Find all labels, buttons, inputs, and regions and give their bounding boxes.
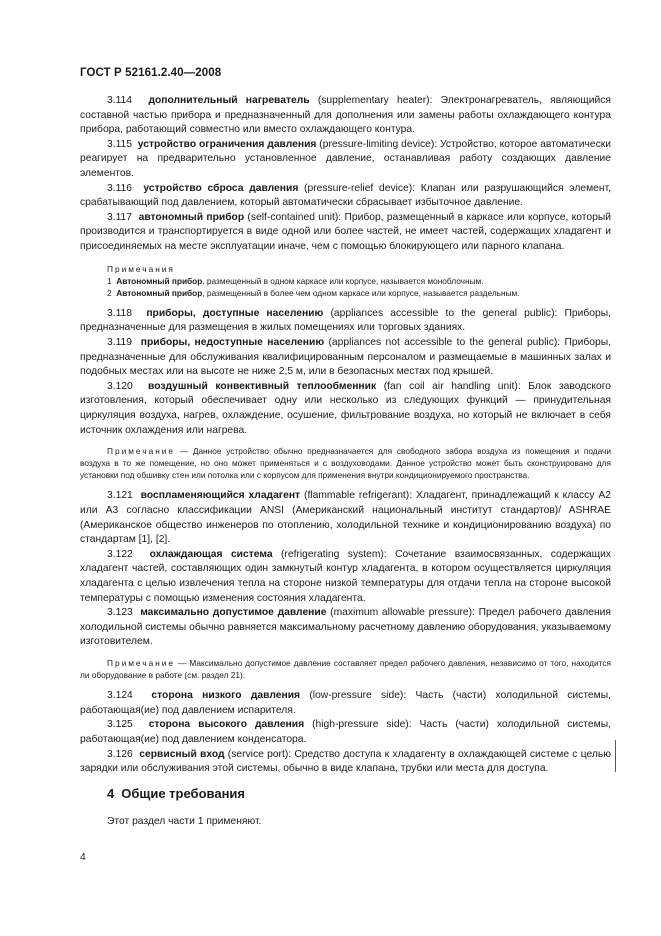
change-bar bbox=[615, 740, 616, 772]
clause-term: автономный прибор bbox=[138, 211, 245, 223]
clause-term: устройство ограничения давления bbox=[137, 138, 317, 150]
clause-3-115 bbox=[80, 138, 611, 182]
clause-text: (refrigerating system): Сочетание взаимосвязанных, содержащих хладагент частей, составляющих один замкнутый контур хладагента, в котором осуществляется циркуляция хладагента с целью извлечения тепла на стороне низкой температуры для отдачи тепла на стороне высокой температуры с помощью изменения состояния хладагента. bbox=[80, 548, 611, 604]
clause-term: дополнительный нагреватель bbox=[148, 95, 310, 106]
clause-3-118 bbox=[80, 307, 611, 336]
clause-number: 3.118 bbox=[107, 307, 133, 319]
clause-term: максимально допустимое давление bbox=[140, 607, 327, 619]
clause-3-124 bbox=[80, 689, 611, 718]
clause-number: 3.123 bbox=[107, 607, 133, 619]
clause-text: (service port): Средство доступа к хладагенту в охлаждающей системе с целью зарядки или обслуживания этой системы, обычно в виде клапана, трубки или места для доступа. bbox=[80, 748, 611, 775]
clause-term: устройство сброса давления bbox=[143, 182, 299, 194]
clause-text: (high-pressure side): Часть (части) холодильной системы, работающая(ие) под давлением конденсатора. bbox=[80, 719, 611, 745]
clause-3-116 bbox=[80, 182, 611, 211]
clause-text: (maximum allowable pressure): Предел рабочего давления холодильной системы обычно равняется максимальному расчетному давлению оборудования, указываемому изготовителем. bbox=[80, 607, 611, 648]
clause-number: 3.114 bbox=[107, 95, 133, 106]
clause-3-125 bbox=[80, 718, 611, 747]
clause-3-121 bbox=[80, 489, 611, 547]
section-number: 4 bbox=[107, 786, 115, 801]
clause-3-123 bbox=[80, 606, 611, 650]
document-body bbox=[80, 94, 611, 777]
notes-3-117 bbox=[80, 263, 611, 299]
clause-3-126 bbox=[80, 748, 611, 777]
note-item: 2 Автономный прибор, размещенный в более чем одном каркасе или корпусе, называется раздельным. bbox=[107, 287, 520, 298]
clause-3-117 bbox=[80, 211, 611, 255]
section-title: Общие требования bbox=[121, 786, 245, 801]
clause-text: (low-pressure side): Часть (части) холодильной системы, работающая(ие) под давлением испарителя. bbox=[80, 690, 611, 716]
note-label: Примечание bbox=[107, 657, 176, 668]
notes-heading: Примечания bbox=[107, 263, 175, 274]
clause-text: (self-contained unit): Прибор, размещенный в каркасе или корпусе, который производится и транспортируется в виде одной или более частей, не имеет частей, содержащих хладагент и присоединяемых на месте эксплуатации иначе, чем с помощью блокирующего или парного клапана. bbox=[80, 211, 611, 252]
clause-3-122 bbox=[80, 548, 611, 606]
clause-number: 3.121 bbox=[107, 490, 133, 502]
clause-number: 3.117 bbox=[107, 211, 133, 223]
clause-number: 3.122 bbox=[107, 548, 133, 560]
page-number: 4 bbox=[80, 852, 86, 863]
clause-term: воспламеняющийся хладагент bbox=[140, 490, 301, 502]
clause-3-119 bbox=[80, 336, 611, 380]
clause-number: 3.115 bbox=[107, 138, 133, 150]
section-body: Этот раздел части 1 применяют. bbox=[107, 816, 262, 827]
clause-text: (pressure-relief device): Клапан или разрушающийся элемент, срабатывающий под давлением, который автоматически сбрасывает избыточное давление. bbox=[80, 182, 612, 209]
clause-term: приборы, недоступные населению bbox=[140, 337, 325, 348]
clause-text: (appliances not accessible to the general public): Приборы, предназначенные для обслуживания квалифицированным персоналом и размещаемые в машинных залах и подобных местах или на высоте не ниже 2,5 м, или в безопасных местах под крышей. bbox=[80, 337, 611, 378]
clause-3-120 bbox=[80, 380, 611, 438]
clause-3-114 bbox=[80, 94, 611, 138]
clause-term: охлаждающая система bbox=[149, 548, 273, 560]
clause-number: 3.124 bbox=[107, 690, 133, 702]
section-heading bbox=[107, 787, 245, 802]
clause-term: сервисный вход bbox=[139, 748, 225, 760]
clause-term: сторона низкого давления bbox=[151, 690, 301, 702]
note-3-123 bbox=[80, 657, 611, 681]
clause-number: 3.126 bbox=[107, 748, 133, 760]
clause-text: (supplementary heater): Электронагреватель, являющийся составной частью прибора и предназначенный для дополнения или замены работы охлаждающего контура прибора, работающий совместно или вместо охлаждающего контура. bbox=[80, 95, 611, 136]
clause-number: 3.120 bbox=[107, 380, 133, 392]
clause-text: (flammable refrigerant): Хладагент, принадлежащий к классу А2 или А3 согласно классификации ANSI (Американский национальный институт стандартов)/ ASHRAE (Американское общество инженеров по отоплению, холодильной технике и кондиционированию воздуха) по стандартам [1], [2]. bbox=[80, 490, 611, 546]
clause-text: (appliances accessible to the general public): Приборы, предназначенные для размещения в жилых помещениях или торговых зданиях. bbox=[80, 307, 611, 334]
clause-number: 3.125 bbox=[107, 719, 133, 731]
clause-term: сторона высокого давления bbox=[148, 719, 305, 731]
clause-number: 3.116 bbox=[107, 182, 133, 194]
clause-term: воздушный конвективный теплообменник bbox=[148, 380, 377, 392]
clause-number: 3.119 bbox=[107, 337, 133, 348]
clause-text: (pressure-limiting device): Устройство, которое автоматически реагирует на предварительно установленное давление, останавливая работу создающих давление элементов. bbox=[80, 138, 611, 179]
note-text: — Данное устройство обычно предназначается для свободного забора воздуха из помещения и подачи воздуха в то же помещение, но оно может применяться и с воздуховодами. Данное устройство может быть сконструировано для установки под обшивку стен или потолка или с корпусом для применения внутри кондиционируемого пространства. bbox=[80, 446, 611, 481]
note-label: Примечание bbox=[107, 446, 176, 457]
note-3-120 bbox=[80, 445, 611, 481]
clause-text: (fan coil air handling unit): Блок заводского изготовления, который обеспечивает одну или несколько из следующих функций — принудительная циркуляция воздуха, нагрев, охлаждение, осушение, фильтрование воздуха, но который не включает в себя источник охлаждения или нагрева. bbox=[80, 380, 611, 436]
note-item: 1 Автономный прибор, размещенный в одном каркасе или корпусе, называется моноблочным. bbox=[107, 275, 484, 286]
note-text: — Максимально допустимое давление составляет предел рабочего давления, независимо от того, находится ли оборудование в работе (см. раздел 21). bbox=[80, 657, 611, 681]
document-header: ГОСТ Р 52161.2.40—2008 bbox=[80, 67, 222, 79]
clause-term: приборы, доступные населению bbox=[146, 307, 324, 319]
